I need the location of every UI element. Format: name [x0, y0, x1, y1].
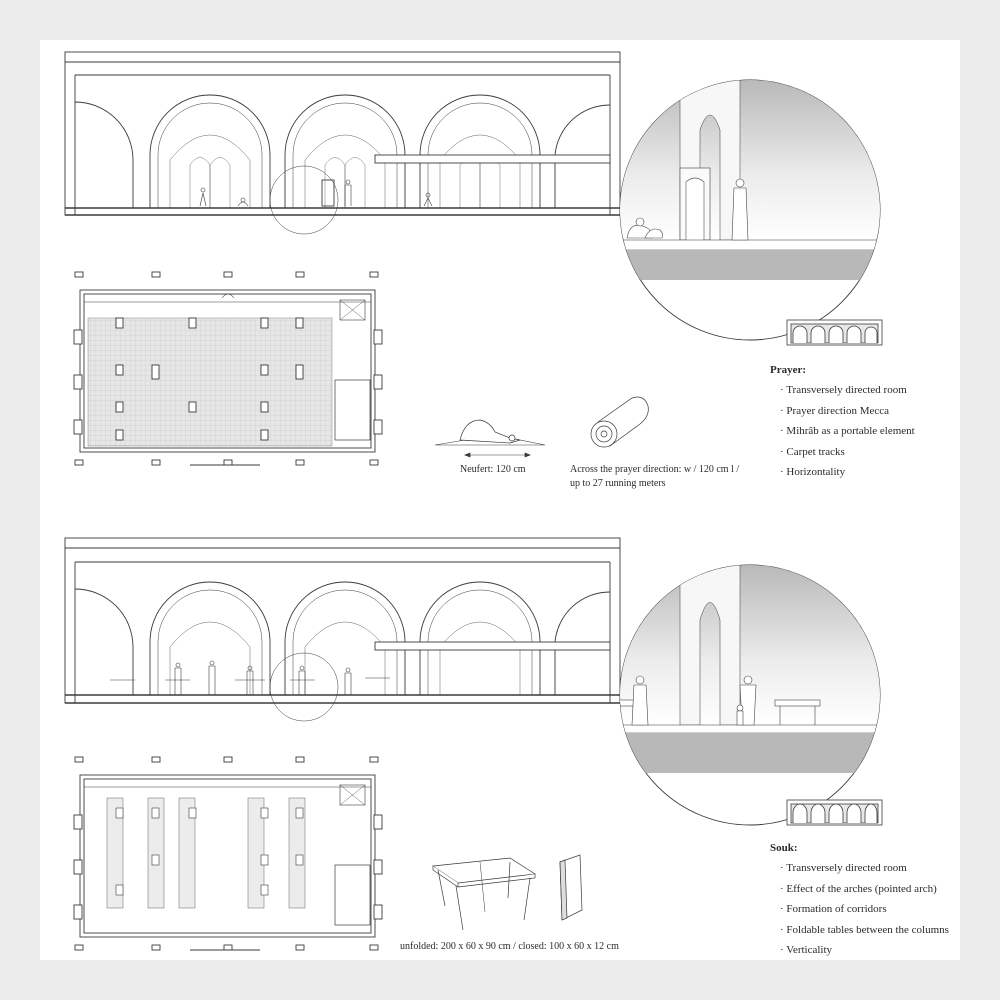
- prayer-section-elevation: [65, 52, 620, 234]
- prayer-bullet: · Transversely directed room: [780, 384, 907, 396]
- souk-section-elevation: [65, 538, 620, 721]
- prayer-bullet: · Carpet tracks: [780, 445, 845, 458]
- prostration-figure: [435, 420, 545, 457]
- prayer-heading: Prayer:: [770, 364, 807, 376]
- prayer-floor-plan: [74, 272, 382, 465]
- souk-bullet: · Formation of corridors: [780, 903, 887, 915]
- souk-bullet: · Foldable tables between the columns: [780, 923, 949, 936]
- prayer-bullet: · Prayer direction Mecca: [780, 404, 890, 417]
- souk-bullet: · Transversely directed room: [780, 862, 907, 874]
- table-dimensions-caption: unfolded: 200 x 60 x 90 cm / closed: 100 x 60 x 12 cm: [400, 941, 619, 952]
- souk-bullet: · Verticality: [780, 944, 833, 956]
- prayer-bullet: · Horizontality: [780, 466, 846, 478]
- souk-text-block: [770, 838, 955, 961]
- souk-floor-plan: [74, 757, 382, 950]
- prayer-legend-icon: [787, 320, 882, 345]
- rolled-carpet: [591, 397, 648, 447]
- souk-bullet: · Effect of the arches (pointed arch): [780, 882, 937, 895]
- souk-detail-circle: [600, 565, 880, 825]
- foldable-table-unfolded: [433, 858, 535, 930]
- prayer-detail-circle: [620, 80, 880, 340]
- drawing-sheet: [40, 40, 960, 960]
- prayer-bullet: · Mihrâb as a portable element: [780, 425, 915, 437]
- neufert-caption: Neufert: 120 cm: [460, 464, 526, 475]
- prayer-bullet-list: [770, 380, 955, 483]
- prayer-text-block: [770, 360, 955, 483]
- carpet-caption: Across the prayer direction: w / 120 cm l / up to 27 running meters: [570, 464, 740, 489]
- souk-legend-icon: [787, 800, 882, 825]
- drawing-canvas: [40, 40, 960, 960]
- souk-heading: Souk:: [770, 842, 798, 854]
- souk-bullet-list: [770, 858, 955, 961]
- foldable-table-closed: [560, 855, 582, 920]
